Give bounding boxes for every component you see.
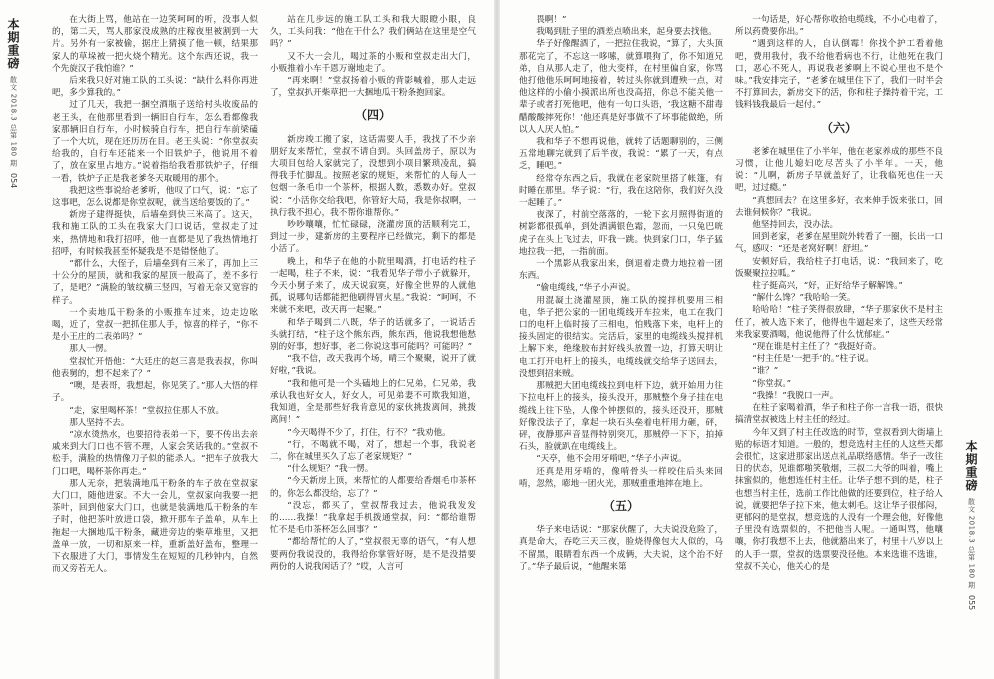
- paragraph: “凉水烫热水，也要招待表弟一下，要不传出去亲戚来到大门口也不管不理，人家会笑话我的。”堂叔不松手，满脸的热情像刀子似的能杀人。“把车子放我大门口吧，喝杯茶你再走。”: [52, 429, 258, 477]
- paragraph: “走，家里喝杯茶！”堂叔拉住那人不放。: [69, 405, 225, 416]
- paragraph: “遇到这样的人，自认倒霉！你找个护工看着他吧，费用我付，我不给他看病也不行，让他死在我门口，恶心不死人，再说我老爹啊上不说心里也不是个味。”我安排完子，“老爹在城里住下了，我们一时半会不打算回去，新房交下的活，你和柱子操持着干完，工钱料钱我最后一起付。”: [735, 39, 943, 111]
- paragraph: 站在几步远的施工队工头和我大眼瞪小眼，良久，工头问我：“他在干什么？我们俩站在这里是空气吗？”: [270, 15, 476, 50]
- paragraph: 柱子挺高兴，“好，正好给华子解解馋。”: [752, 281, 903, 292]
- book-gutter: [494, 0, 500, 679]
- paragraph: 一个黑影从我家出来，倒退着走费力地拉着一团东西。: [519, 259, 723, 282]
- paragraph: “我操！”我脱口一声。: [752, 390, 839, 401]
- paragraph: 今年又到了村主任改选的时节，堂叔看到大街墙上贴的标语才知道。一般的，想竞选村主任的人这些天都会很忙，这家进那家出送点礼品联络感情。华子一改往日的伏态，见谁都啪笑敬烟，三叔二大爷的叫着，嘴上抹蜜似的，他想连任村主任。让华子想不到的是，柱子也想当村主任，选前工作比他做的还要到位，柱子给人说，就要把华子拉下来，他太刺毛。这让华子很郁闷，更郁闷的是堂叔，想竞选的人没有一个理会他，好像他子里没有选票似的，不把他当人呢。一通叫骂，他嚷嚷，你打我想不上去，他就豁出来了，村里十八岁以上的人手一票，堂叔的选票要没径他。本来选谁不选谁，堂叔不关心，他关心的是: [735, 427, 943, 572]
- text-column-2: [270, 14, 476, 666]
- text-column-1: [52, 14, 258, 666]
- paragraph: “你堂叔。”: [752, 378, 792, 389]
- paragraph: “今天新房上顶，来帮忙的人都要给香烟毛巾茶杯的，你怎么都没给，忘了？”: [270, 476, 476, 499]
- paragraph: 晚上，和华子在他的小院里喝酒，打电话约柱子一起喝，柱子不来，说：“我看见华子带小子就躲开，今天小舅子来了，成天说寂寞，好像全世界的人就他孤，说哪句话都能把他刷得冒火星。”我说：“呵呵，不来就不来吧，改天再一起聚。”: [270, 256, 476, 316]
- paragraph: 用混凝土浇灌屋顶，施工队的搅拌机要用三相电，华子把公家的一团电缆线开车拉来，电工在我门口的电杆上临时接了三相电，怕贱落下来，电杆上的接头固定的很结实。完活后，家里的电缆线头搅拌机上解下来，绝缘胶布封好线头放置一边，打算天明让电工打开电杆上的接头，电缆线就交给华子送回去，没想到招来贼。: [519, 295, 723, 379]
- paragraph: “噢，是表哥，我想起，你见笑了。”那人大悟的样子。: [52, 381, 258, 404]
- paragraph: 那人一愣。: [69, 344, 113, 355]
- paragraph: 还真是用牙啃的，像啃骨头一样咬住后头来回啃，忽然，嘭地一团火光，那贼重重地摔在地上。: [519, 466, 723, 489]
- paragraph: 我喝到肚子里的酒差点喷出来，起身要去找他。: [536, 27, 717, 38]
- paragraph: 吵吵嚷嚷，忙忙碌碌，浇灌房顶的活顺利完工，到过一步，建新房的主要程序已经做完，剩下的都是小活了。: [270, 220, 476, 255]
- paragraph: 回到老家，老爹在屋里院外转看了一圈，长出一口气，感叹：“还是老窝好啊！舒坦。”: [735, 232, 943, 255]
- paragraph: 那人无奈，把装满地瓜干粉条的车子放在堂叔家大门口，随他进家。不大一会儿，堂叔家向我要一把茶叶，回到他家大门口，也就是装满地瓜干粉条的车子时，他把茶叶放进口袋，掀开那车子盖单，从车上拖起一大捆地瓜干粉条，藏进旁边的柴草堆里，又把盖单一放，一切和原来一样，重新盖好盖布，整理一下衣服进了大门，事情发生在短短的几秒钟内，自然而又旁若无人。: [52, 478, 258, 575]
- paragraph: “再来啊！”堂叔扬着小贩的背影喊着，那人走远了，堂叔扒开柴草把一大捆地瓜干粉条抱回家。: [270, 76, 476, 99]
- right-page-number: 055: [967, 594, 976, 611]
- left-issue-info: 散文 2018.3 总第 180 期: [9, 76, 18, 167]
- right-issue-info: 散文 2018.3 总第 180 期: [967, 498, 976, 589]
- paragraph: 一个卖地瓜干粉条的小贩推车过来，边走边吆喝，近了，堂叔一把抓住那人手，惊喜的样子，“你不是小王庄的二表弟吗？”: [52, 307, 258, 343]
- paragraph: 后来我只好对施工队的工头说：“缺什么料你再进吧，多少算我的。”: [52, 76, 258, 99]
- paragraph: 过了几天，我把一捆空酒瓶子送给村头收废品的老王头，在他那里看到一辆旧自行车，怎么看都像我家那辆旧自行车，小时候骑自行车，把自行车前梁磕了一个大坑，现在还历历在目。老王头说：“你堂叔卖给我的，自行车还能来一个旧铁炉子，他说用不着了，放在家里占地方。”说着指给我看那铁炉子，仔细一看，铁炉子正是我老爹冬天取暖用的那个。: [52, 100, 258, 184]
- section-heading: （四）: [354, 108, 391, 123]
- paragraph: 畏啊！”: [536, 15, 567, 25]
- paragraph: 夜深了，村前空落落的，一轮下玄月照得街道的树影都很孤单，到处洒满银色霜，忽而，一只兔巴咣虎子在头上飞过去，吓我一跳。快到家门口，华子猛地拉我一把，一指前面。: [519, 210, 723, 257]
- paragraph: “偷电缆线，”华子小声说。: [536, 283, 636, 294]
- paragraph: 那人坚持不去。: [69, 417, 130, 428]
- paragraph: 老爹在城里住了小半年，他在老家养成的那些不良习惯，让他儿媳妇吃尽苦头了小半年。一天，他说：“儿啊，新房子早就盖好了，让我临死也住一天吧，过过瘾。”: [735, 146, 943, 194]
- left-page-number: 054: [9, 172, 18, 189]
- paragraph: 我把这些事说给老爹听，他叹了口气，说：“忘了这事吧，怎么说都是你堂叔呢，就当送给要饭的了。”: [52, 185, 258, 209]
- paragraph: “现在谁是村主任了？”我挺好奇。: [752, 342, 882, 353]
- paragraph: “行，不喝就不喝，对了，想起一个事，我说老二，你在城里买久了忘了老家规矩？”: [270, 439, 476, 462]
- paragraph: “什么规矩？”我一愣。: [287, 464, 374, 475]
- paragraph: 一句话是，好心帮你收拾电缆线，不小心电着了，所以药费要你出。”: [735, 15, 943, 38]
- paragraph: 我和华子不想再说他，就转了话题聊别的，三侧五常地聊完就到了后半夜，我说：“累了一天，有点乏，睡吧。”: [519, 137, 723, 172]
- paragraph: 新房竣工搬了家，这话需要人手，我找了不少亲朋好友来帮忙，堂叔不请自到。头回盖房子，原以为大项目包给人家就完了，没想到小项目繁琐凌乱，搞得我手忙脚乱。按照老家的规矩，来帮忙的人每人一包烟一条毛巾一个茶杯，根据人数，悉数办好。堂叔说：“小活你交给我吧，你管好大局，我是你叔啊，一执行我不担心，我不帮你谁帮你。”: [270, 134, 476, 218]
- paragraph: 堂叔忙开悟他：“大廷庄的赵三喜是我表叔，你叫他表舅的，想不起来了？”: [52, 356, 258, 379]
- text-column-4: [735, 14, 943, 666]
- right-section-title: 本期重磅: [964, 440, 978, 492]
- paragraph: “解什么馋？”我哈哈一笑。: [752, 293, 856, 304]
- paragraph: 那贼把大团电缆线拉到电杆下边，就开始用力往下拉电杆上的接头，接头没开，那贼整个身子挂在电缆线上往下坠，人像个钟摆似的，接头还没开，那贼好像没法子了，拿起一块石头垒着电杆用力砸，砰，砰，夜静那声音显得特别突兀，那贼停一下下，拍掉石头，脸就趴在电缆线上。: [519, 381, 723, 453]
- paragraph: “都给帮忙的人了，”堂叔很无辜的语气，“有人想要两份我说没的，我得给你掌管好呀，是不是没措要两份的人说我闲话了？”哎，人言可: [270, 537, 476, 572]
- paragraph: 在大街上骂，他站在一边笑呵呵的听，没事人似的，第二天，骂人那家没成熟的庄稼夜里被割到一大片。另外有一家被偷，据庄上猜摸了他一顿，结果那家人的草垛被一把火烧个精光。这个东西还说，我一个先旋汉子我怕谁？”: [52, 15, 258, 74]
- paragraph: “我不信，改天我再个场，晴三个聚聚，说开了就好啦，”我说。: [270, 354, 476, 377]
- left-section-title: 本期重磅: [6, 18, 20, 70]
- section-heading: （六）: [820, 120, 857, 135]
- paragraph: 安顿好后，我给柱子打电话，说：“我回来了，吃饭聚聚拉拉呱。”: [735, 256, 943, 279]
- paragraph: “都什么，大侄子，后墙垒到有三米了，再加上三十公分的屋顶，就和我家的屋顶一般高了，差不多行了，是吧？”满脸的皱纹横三竖四，写着无奈又宽容的样子。: [52, 259, 258, 306]
- paragraph: 在柱子家喝着酒，华子和柱子你一言我一语，很快搞清堂叔被选上村主任的经过。: [735, 403, 943, 426]
- paragraph: 他坚持回去，没办法。: [752, 220, 839, 231]
- paragraph: “我和他可是一个头磕地上的仁兄弟，仁兄弟，我承认我也好女人，好女人，可见弟妻不可欺我知道，我知道，全是那些好我肯意见的家伙挑拨离间，挑拨离间！”: [270, 378, 476, 426]
- paragraph: “天亭，他不会用牙啃吧，”华子小声说。: [536, 454, 687, 465]
- right-running-head: [963, 440, 980, 610]
- text-column-3: [519, 14, 723, 666]
- left-running-head: [5, 18, 22, 188]
- paragraph: 新房子建得挺快，后墙垒到快三米高了。这天，我和施工队的工头在我家大门口说话，堂叔走了过来，热情地和我打招呼，他一直都是见了我热情地打招呼，有时候我甚至怀疑我是不是错怪他了。: [52, 210, 258, 257]
- section-heading: （五）: [602, 498, 639, 513]
- paragraph: “真想回去？在这里多好，衣来伸手饭来张口，回去谁伺候你？”我说。: [735, 195, 943, 218]
- paragraph: 和华子喝到二八既，华子的话就多了，一说话舌头就打结，“柱子这个熊东西，熊东西，他说我想他愁别的好事，想好事，老二你说这事可能吗？可能吗？”: [270, 317, 476, 353]
- paragraph: “谁？”: [752, 366, 779, 377]
- paragraph: 华子来电话说：“那家伙醒了，大夫说没危险了，真是命大，吞吃三天三夜，脸烧得像包大人似的，乌不留黑，眼睛看东西一个成俩，大夫说，这个治不好了。”华子最后说，“他醒来第: [519, 525, 723, 572]
- paragraph: 哈哈哈！”柱子笑得很放肆，“华子那家伙不是村主任了，被人选下来了，他得也牛逼起来了，这些天经常来我家要酒喝，他说他得了什么忧郁症。”: [735, 305, 943, 340]
- paragraph: 又不大一会儿，喝过茶的小贩和堂叔走出大门，小贩推着小车千恩万谢地走了。: [270, 51, 476, 74]
- paragraph: 华子好像醒酒了，一把拉住我说，“算了，大头顶那花完了，不忘这一哆嗦，就算喂狗了，你不知道兄弟，自从那人走了，他大变样，在村里偏自家，你骂他打他他乐呵呵地接着，转过头你就到遭殃一点，对他这样的小偷小摸派出所也没高招，你总不能关他一辈子或者打死他吧，他有一句口头语，‘我这糖不甜毒醋酸酸摔死你！’他还真是好事做不了坏事能做绝，所以人人厌人怕。”: [519, 39, 723, 135]
- paragraph: “没忘，都买了，堂叔帮我过去，他说我发发的……我操！”我拿起手机拨通堂叔，问：“都给谁帮忙不是毛巾茶杯怎么回事？”: [270, 500, 476, 536]
- paragraph: 经常夺东西之后，我就在老家院里搭了帐篷，有时睡在那里。华子说：“行，我在这陪你，我们好久没一起睡了。”: [519, 173, 723, 209]
- paragraph: “村主任是‘一把手’的。”柱子说。: [752, 354, 874, 365]
- paragraph: “今天喝得不少了，打住，行不？”我劝他。: [287, 427, 451, 438]
